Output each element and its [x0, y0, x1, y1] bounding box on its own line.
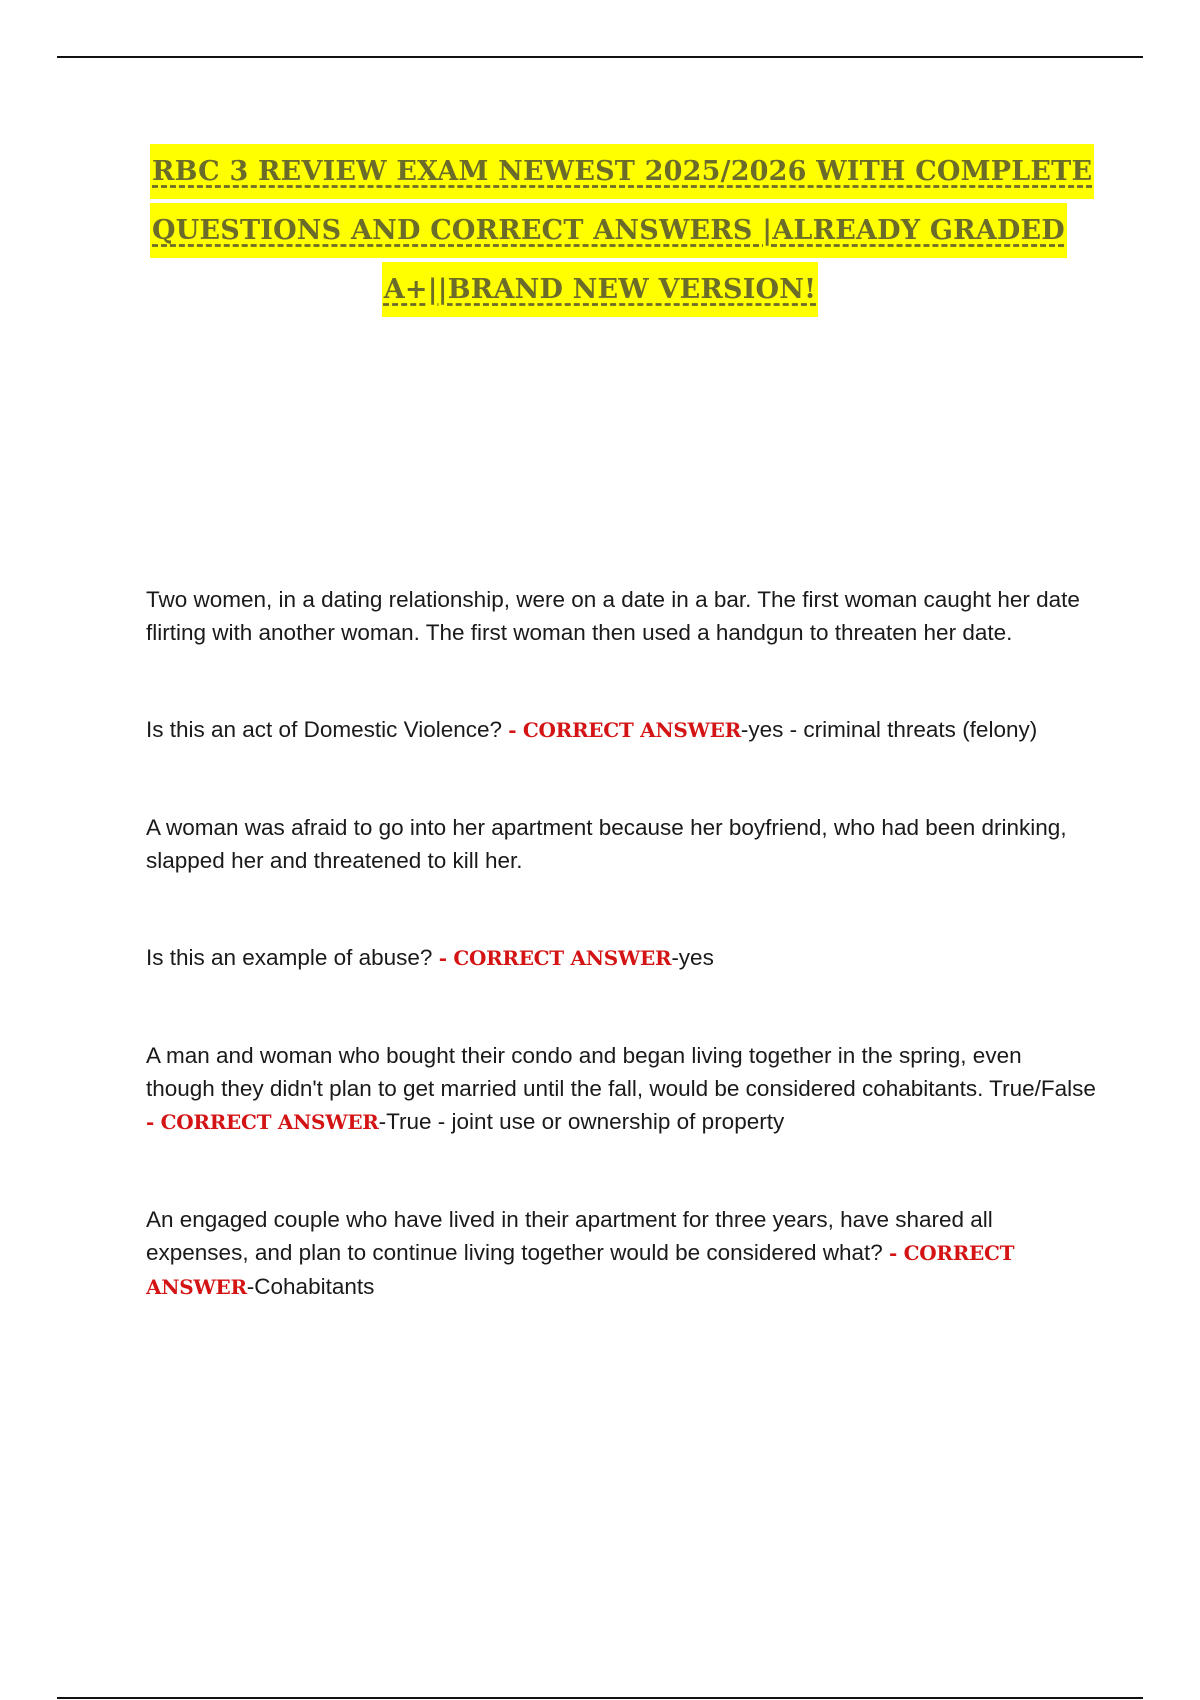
scenario-1	[146, 583, 1096, 649]
document-title	[150, 144, 1093, 321]
scenario-text: Two women, in a dating relationship, were on a date in a bar. The first woman caught her date flirting with another woman. The first woman then used a handgun to threaten her date.	[146, 587, 1080, 645]
correct-answer-marker: - CORRECT ANSWER	[438, 946, 672, 970]
title-line-2: QUESTIONS AND CORRECT ANSWERS |ALREADY GRADED	[150, 203, 1067, 258]
answer-text: -yes - criminal threats (felony)	[740, 717, 1038, 742]
answer-text: -Cohabitants	[246, 1274, 375, 1299]
correct-answer-marker: - CORRECT ANSWER	[508, 718, 741, 742]
answer-text: -True - joint use or ownership of property	[378, 1109, 785, 1134]
scenario-text: A woman was afraid to go into her apartment because her boyfriend, who had been drinking, slapped her and threatened to kill her.	[146, 815, 1067, 873]
correct-answer-marker: - CORRECT ANSWER	[146, 1241, 1015, 1299]
qa-section	[146, 583, 1096, 1304]
question-text: Is this an act of Domestic Violence?	[146, 717, 509, 742]
question-2	[146, 941, 1096, 975]
top-divider	[57, 56, 1143, 58]
answer-text: -yes	[671, 945, 714, 970]
correct-answer-marker: - CORRECT ANSWER	[146, 1110, 379, 1134]
question-1	[146, 713, 1096, 747]
question-text: A man and woman who bought their condo and began living together in the spring, even though they didn't plan to get married until the fall, would be considered cohabitants. True/False	[146, 1043, 1096, 1101]
title-line-1: RBC 3 REVIEW EXAM NEWEST 2025/2026 WITH COMPLETE	[150, 144, 1094, 199]
question-3	[146, 1039, 1096, 1139]
title-line-3: A+||BRAND NEW VERSION!	[382, 262, 818, 317]
question-4	[146, 1203, 1096, 1304]
question-text: Is this an example of abuse?	[146, 945, 439, 970]
scenario-2	[146, 811, 1096, 877]
bottom-divider	[57, 1697, 1143, 1699]
question-text: An engaged couple who have lived in their apartment for three years, have shared all expenses, and plan to continue living together would be considered what?	[146, 1207, 993, 1265]
